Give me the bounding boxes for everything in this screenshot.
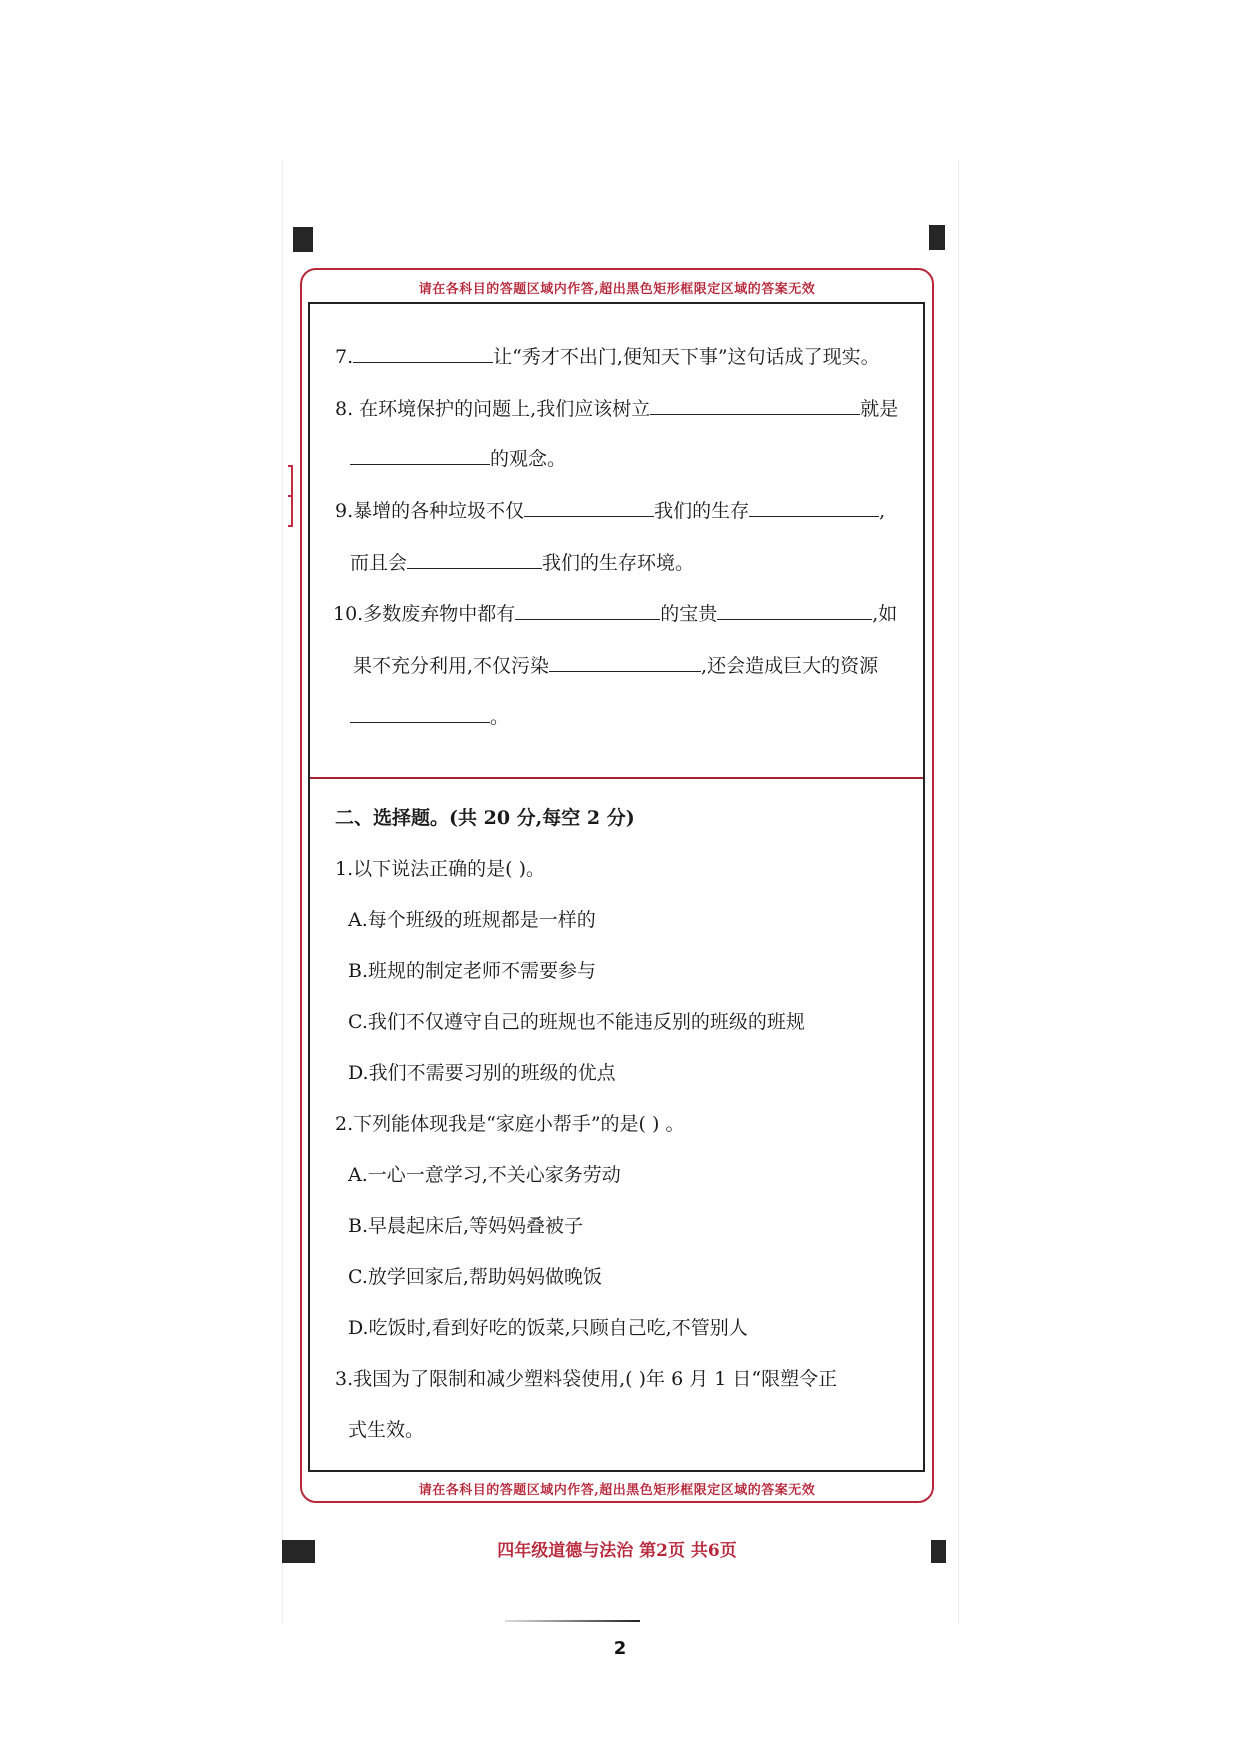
answer-blank[interactable] xyxy=(407,550,542,569)
choice-question-3-stem-line-1: 3.我国为了限制和减少塑料袋使用,( )年 6 月 1 日“限塑令正 xyxy=(335,1368,838,1390)
question-7: 7. 让“秀才不出门,便知天下事”这句话成了现实。 xyxy=(335,346,880,368)
question-8-line-1: 8. 在环境保护的问题上,我们应该树立 就是 xyxy=(335,398,899,420)
answer-blank[interactable] xyxy=(515,601,660,620)
choice-question-3-stem-line-2: 式生效。 xyxy=(348,1419,425,1441)
binding-bracket-tick xyxy=(288,495,293,497)
choice-option[interactable]: A.一心一意学习,不关心家务劳动 xyxy=(348,1164,621,1186)
answer-blank[interactable] xyxy=(549,653,701,672)
answer-blank[interactable] xyxy=(749,498,879,517)
choice-question-2-stem: 2.下列能体现我是“家庭小帮手”的是( ) 。 xyxy=(335,1113,685,1135)
choice-option[interactable]: D.我们不需要习别的班级的优点 xyxy=(348,1062,616,1084)
question-10-line-3: 。 xyxy=(350,704,509,729)
page-label: 四年级道德与法治 第2页 共6页 xyxy=(497,1541,737,1561)
footer-warning-note: 请在各科目的答题区域内作答,超出黑色矩形框限定区域的答案无效 xyxy=(418,1483,816,1498)
header-warning-note: 请在各科目的答题区域内作答,超出黑色矩形框限定区域的答案无效 xyxy=(418,282,816,297)
question-10-line-1: 10.多数废弃物中都有 的宝贵 ,如 xyxy=(333,603,898,625)
answer-blank[interactable] xyxy=(650,396,860,415)
section-title-choice: 二、选择题。(共 20 分,每空 2 分) xyxy=(335,807,635,829)
scan-smudge xyxy=(505,1620,640,1622)
answer-box xyxy=(308,302,925,1472)
answer-blank[interactable] xyxy=(524,498,654,517)
section-divider xyxy=(310,777,923,779)
question-8-line-2: 的观念。 xyxy=(350,446,566,471)
choice-option[interactable]: D.吃饭时,看到好吃的饭菜,只顾自己吃,不管别人 xyxy=(348,1317,748,1339)
choice-option[interactable]: B.早晨起床后,等妈妈叠被子 xyxy=(348,1215,584,1237)
choice-question-1-stem: 1.以下说法正确的是( )。 xyxy=(335,858,545,880)
registration-marker-top-left xyxy=(293,227,313,252)
choice-option[interactable]: C.放学回家后,帮助妈妈做晚饭 xyxy=(348,1266,602,1288)
question-9-line-1: 9.暴增的各种垃圾不仅 我们的生存 , xyxy=(335,500,886,522)
answer-blank[interactable] xyxy=(350,704,490,723)
scan-edge-left xyxy=(282,160,283,1624)
choice-option[interactable]: A.每个班级的班规都是一样的 xyxy=(348,909,596,931)
question-10-line-2: 果不充分利用,不仅污染 ,还会造成巨大的资源 xyxy=(353,655,879,677)
answer-blank[interactable] xyxy=(350,446,490,465)
page-number: 2 xyxy=(613,1638,627,1659)
choice-option[interactable]: B.班规的制定老师不需要参与 xyxy=(348,960,597,982)
answer-blank[interactable] xyxy=(353,344,493,363)
choice-option[interactable]: C.我们不仅遵守自己的班规也不能违反别的班级的班规 xyxy=(348,1011,805,1033)
question-9-line-2: 而且会 我们的生存环境。 xyxy=(350,552,695,574)
scan-edge-right xyxy=(958,160,959,1624)
registration-marker-top-right xyxy=(929,225,945,250)
answer-blank[interactable] xyxy=(717,601,872,620)
